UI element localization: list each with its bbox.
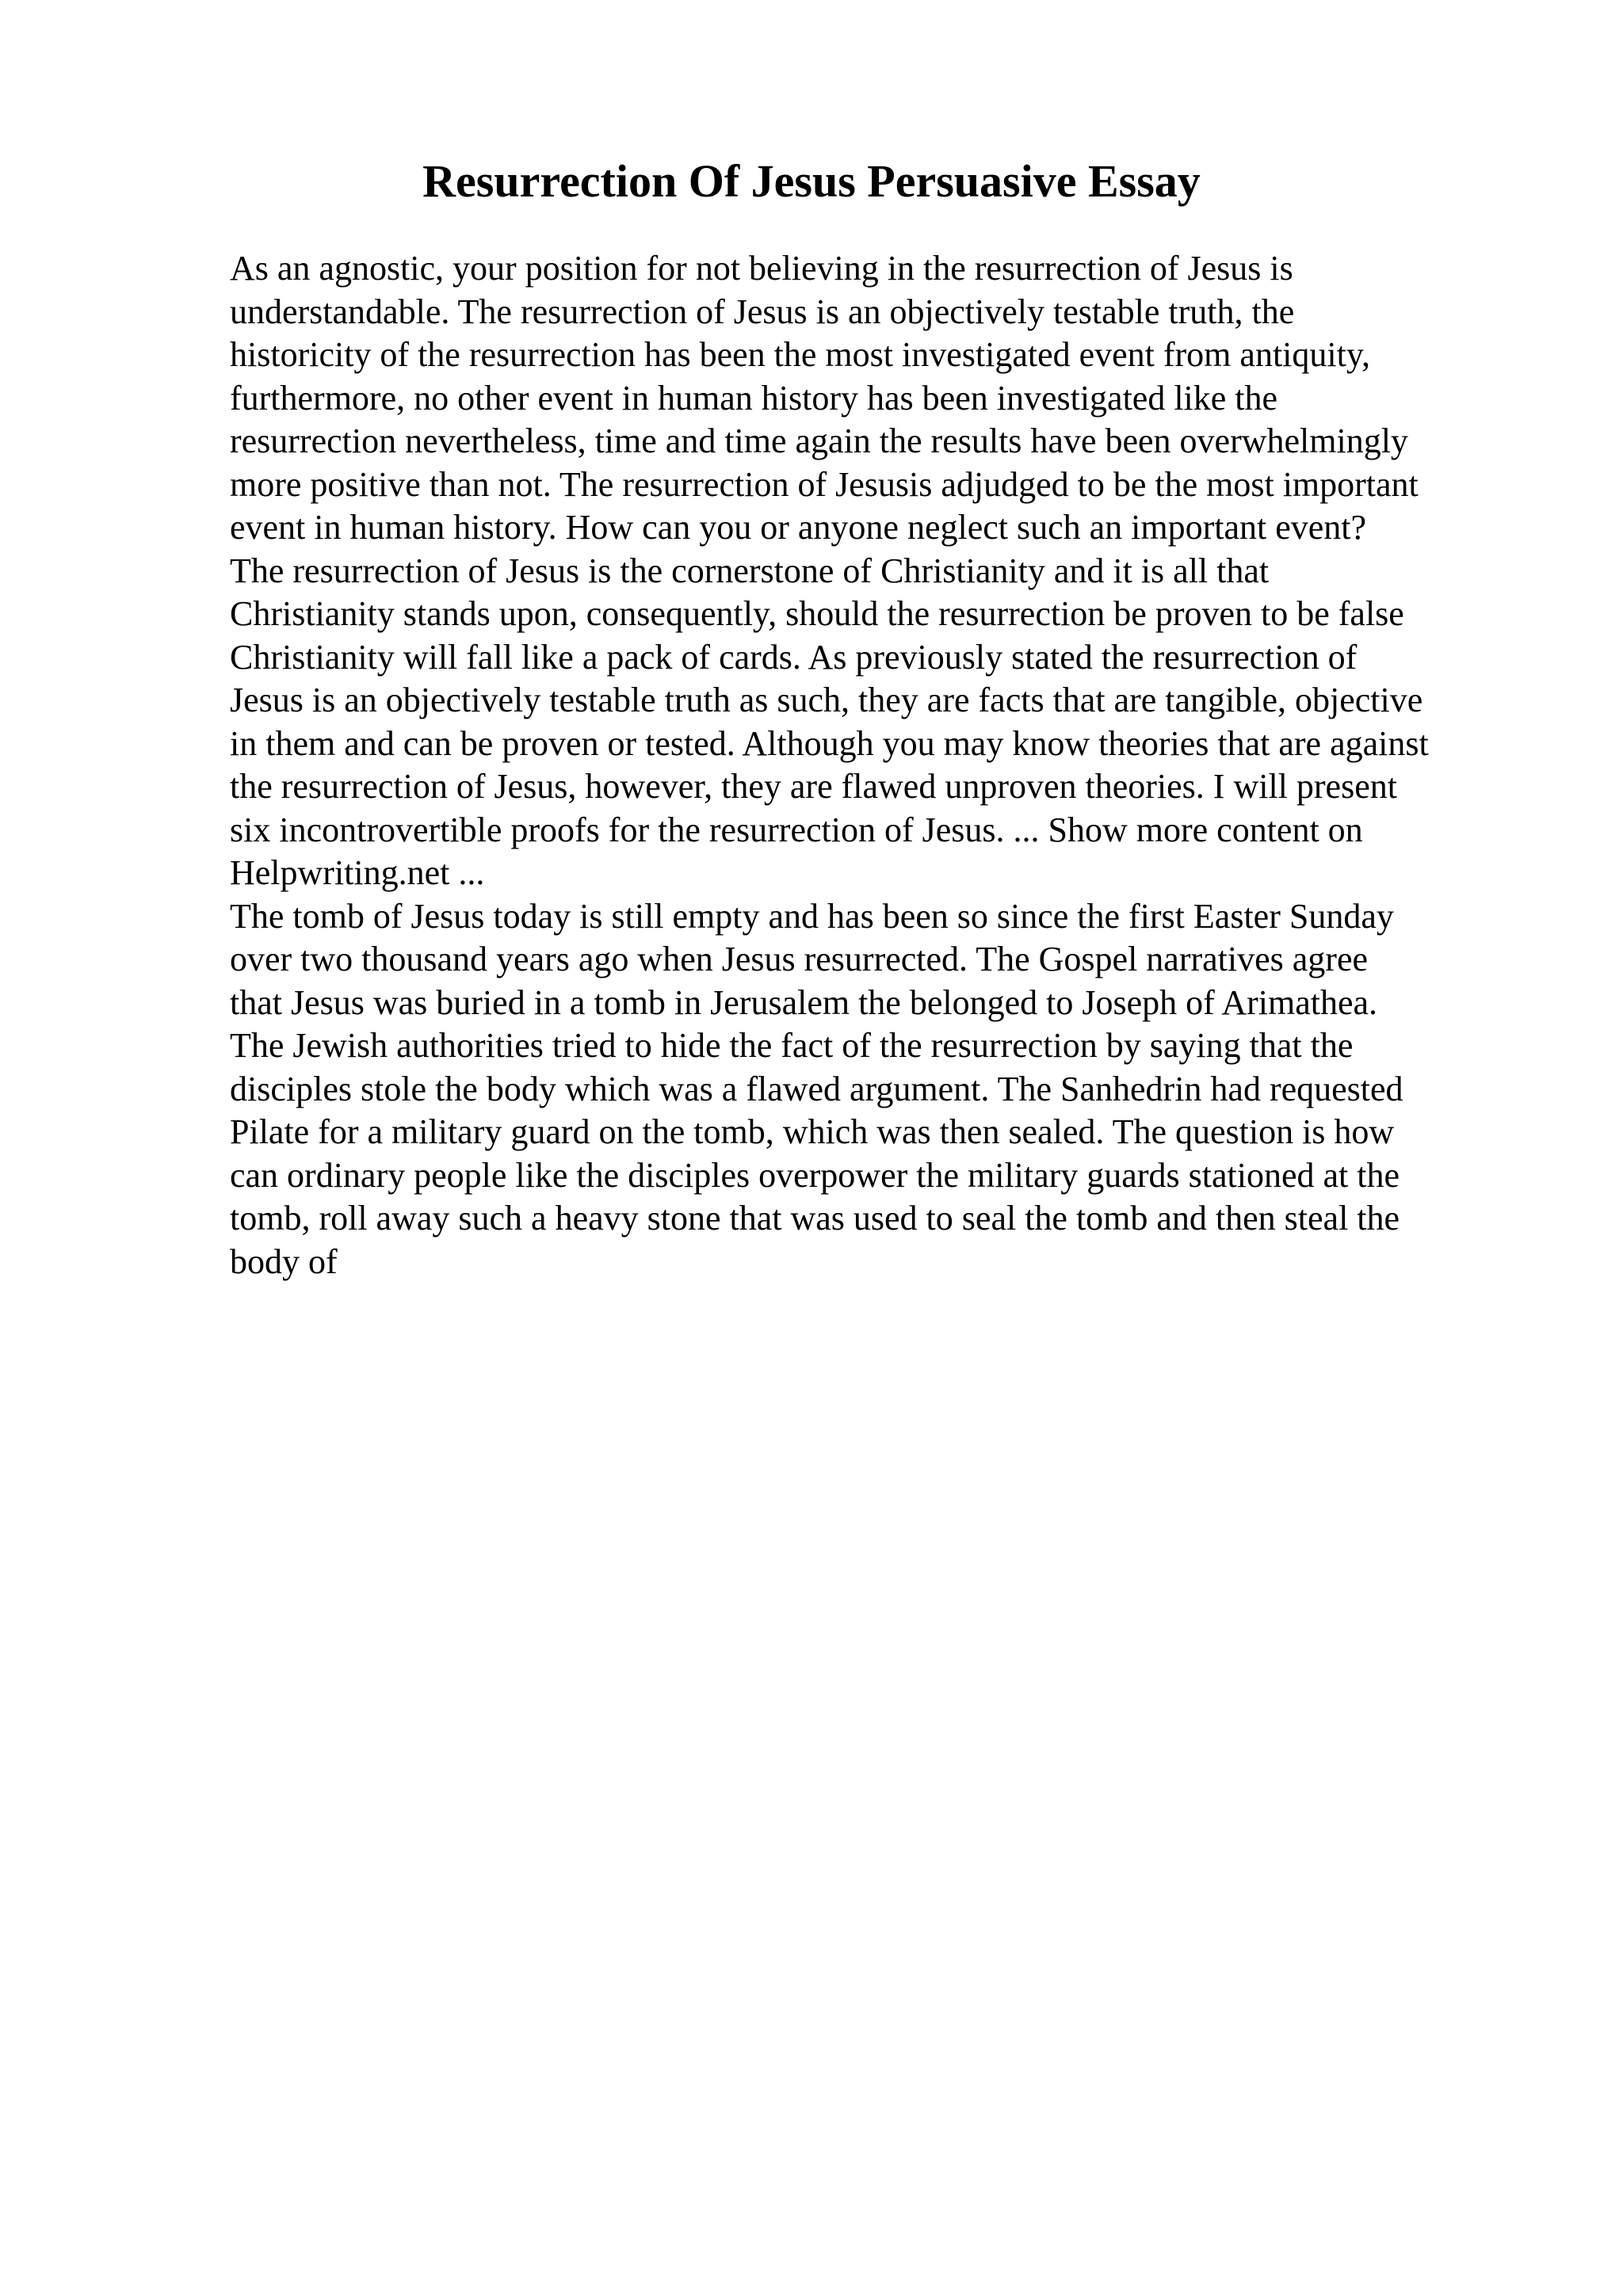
text-line: As an agnostic, your position for not believing in the resurrection of Jesus is	[230, 249, 1293, 288]
page-title: Resurrection Of Jesus Persuasive Essay	[422, 155, 1201, 207]
text-line: Helpwriting.net ...	[230, 853, 485, 892]
text-line: more positive than not. The resurrection of Jesusis adjudged to be the most important	[230, 464, 1419, 504]
text-line: understandable. The resurrection of Jesus is an objectively testable truth, the	[230, 292, 1295, 331]
text-line: furthermore, no other event in human history has been investigated like the	[230, 378, 1278, 418]
text-line: six incontrovertible proofs for the resurrection of Jesus. ... Show more content on	[230, 810, 1363, 849]
text-line: tomb, roll away such a heavy stone that was used to seal the tomb and then steal the	[230, 1199, 1400, 1238]
text-line: disciples stole the body which was a flawed argument. The Sanhedrin had requested	[230, 1069, 1403, 1108]
text-line: body of	[230, 1241, 338, 1281]
text-line: Christianity will fall like a pack of cards. As previously stated the resurrection of	[230, 637, 1358, 677]
text-line: The resurrection of Jesus is the cornerstone of Christianity and it is all that	[230, 551, 1270, 590]
text-line: in them and can be proven or tested. Although you may know theories that are against	[230, 723, 1429, 763]
text-line: Christianity stands upon, consequently, should the resurrection be proven to be false	[230, 594, 1404, 633]
text-line: Pilate for a military guard on the tomb, which was then sealed. The question is how	[230, 1112, 1395, 1151]
text-line: that Jesus was buried in a tomb in Jerusalem the belonged to Joseph of Arimathea.	[230, 982, 1378, 1022]
text-line: can ordinary people like the disciples overpower the military guards stationed at the	[230, 1155, 1400, 1195]
essay-body	[230, 247, 1514, 1283]
text-line: the resurrection of Jesus, however, they are flawed unproven theories. I will present	[230, 767, 1397, 806]
text-line: The tomb of Jesus today is still empty and has been so since the first Easter Sunday	[230, 896, 1394, 936]
text-line: historicity of the resurrection has been the most investigated event from antiquity,	[230, 335, 1370, 374]
text-line: The Jewish authorities tried to hide the fact of the resurrection by saying that the	[230, 1026, 1354, 1065]
text-line: resurrection nevertheless, time and time again the results have been overwhelmingly	[230, 421, 1408, 460]
text-line: Jesus is an objectively testable truth as such, they are facts that are tangible, objective	[230, 681, 1423, 719]
text-line: event in human history. How can you or anyone neglect such an important event?	[230, 508, 1367, 547]
text-line: over two thousand years ago when Jesus resurrected. The Gospel narratives agree	[230, 940, 1369, 978]
